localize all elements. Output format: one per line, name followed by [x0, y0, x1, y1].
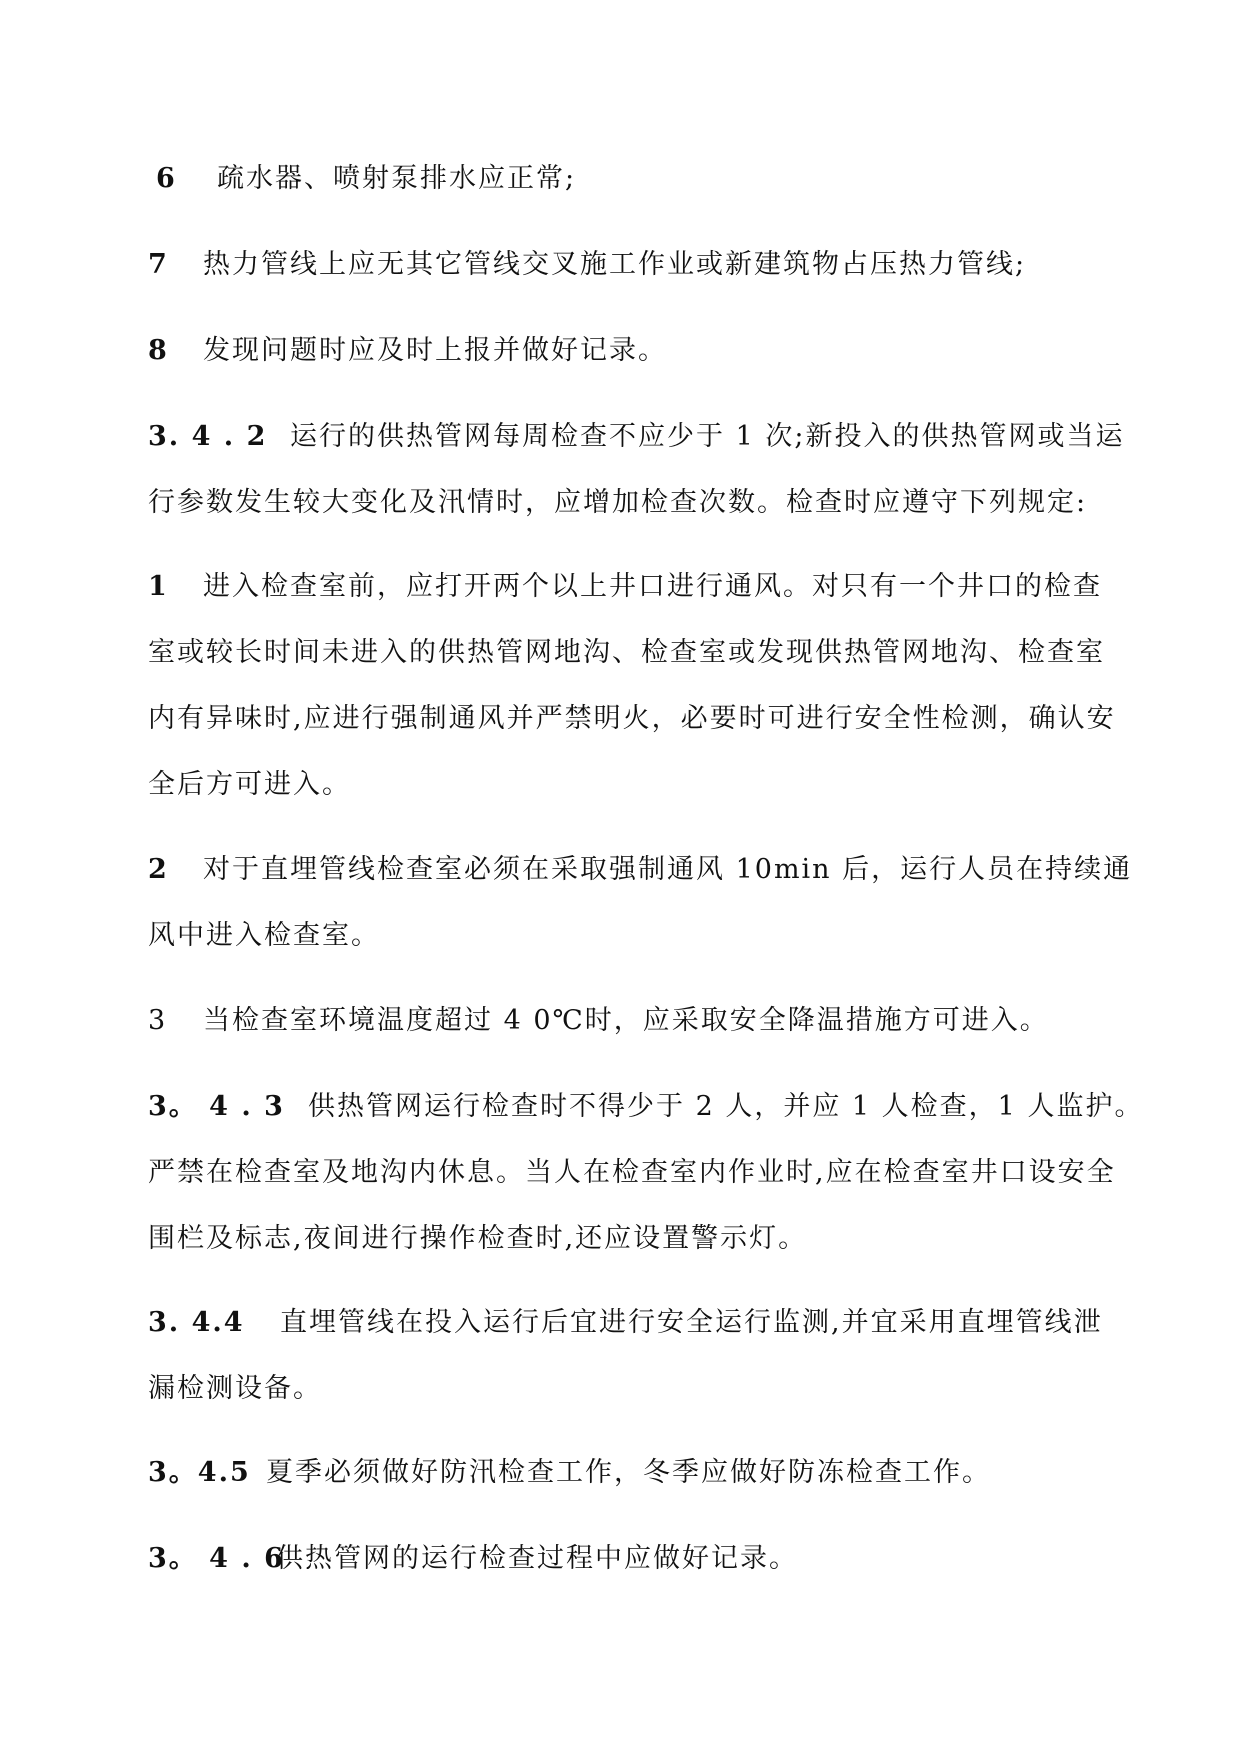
item-number: 7	[148, 249, 169, 280]
section-3-4-5-line-1	[148, 1456, 991, 1490]
section-text: 运行的供热管网每周检查不应少于 1 次;新投入的供热管网或当运	[290, 421, 1125, 452]
sub-item-2-line-2	[148, 919, 380, 953]
item-number: 6	[156, 163, 177, 194]
item-text: 进入检查室前，应打开两个以上井口进行通风。对只有一个井口的检查	[203, 571, 1102, 602]
item-text: 疏水器、喷射泵排水应正常;	[217, 163, 577, 194]
sub-item-1-line-2	[148, 636, 1105, 670]
item-text: 热力管线上应无其它管线交叉施工作业或新建筑物占压热力管线;	[203, 249, 1027, 280]
item-text: 全后方可进入。	[148, 769, 351, 800]
section-3-4-2-line-1	[148, 420, 1124, 454]
section-text: 夏季必须做好防汛检查工作，冬季应做好防冻检查工作。	[266, 1457, 991, 1488]
section-text: 供热管网的运行检查过程中应做好记录。	[276, 1543, 798, 1574]
section-3-4-3-line-3	[148, 1222, 807, 1256]
item-text: 当检查室环境温度超过 4 0℃时，应采取安全降温措施方可进入。	[203, 1005, 1049, 1036]
section-text: 行参数发生较大变化及汛情时，应增加检查次数。检查时应遵守下列规定:	[148, 487, 1088, 518]
list-item-7	[148, 248, 1026, 282]
sub-item-1-line-4	[148, 768, 351, 802]
sub-item-2-line-1	[148, 853, 1132, 887]
section-number: 3。 4 . 6	[148, 1543, 285, 1574]
section-number: 3. 4 . 2	[148, 421, 268, 452]
list-item-6	[148, 162, 576, 196]
item-number: 3	[148, 1005, 168, 1036]
sub-item-1-line-1	[148, 570, 1102, 604]
section-number: 3。 4 . 3	[148, 1091, 285, 1122]
section-3-4-3-line-2	[148, 1156, 1116, 1190]
item-text: 室或较长时间未进入的供热管网地沟、检查室或发现供热管网地沟、检查室	[148, 637, 1105, 668]
section-number: 3。4.5	[148, 1457, 251, 1488]
section-3-4-4-line-1	[148, 1306, 1103, 1340]
item-text: 对于直埋管线检查室必须在采取强制通风 10min 后，运行人员在持续通	[203, 854, 1133, 885]
section-3-4-6-line-1	[148, 1542, 798, 1576]
item-text: 内有异味时,应进行强制通风并严禁明火，必要时可进行安全性检测，确认安	[148, 703, 1116, 734]
section-text: 严禁在检查室及地沟内休息。当人在检查室内作业时,应在检查室井口设安全	[148, 1157, 1116, 1188]
item-number: 8	[148, 335, 169, 366]
item-text: 发现问题时应及时上报并做好记录。	[203, 335, 667, 366]
section-3-4-2-line-2	[148, 486, 1087, 520]
section-text: 漏检测设备。	[148, 1373, 322, 1404]
item-number: 1	[148, 571, 169, 602]
item-text: 风中进入检查室。	[148, 920, 380, 951]
sub-item-1-line-3	[148, 702, 1116, 736]
item-number: 2	[148, 854, 169, 885]
section-text: 供热管网运行检查时不得少于 2 人，并应 1 人检查，1 人监护。	[308, 1091, 1144, 1122]
sub-item-3-line-1	[148, 1004, 1049, 1038]
section-number: 3. 4.4	[148, 1307, 245, 1338]
section-text: 直埋管线在投入运行后宜进行安全运行监测,并宜采用直埋管线泄	[280, 1307, 1103, 1338]
section-3-4-3-line-1	[148, 1090, 1143, 1124]
list-item-8	[148, 334, 667, 368]
section-3-4-4-line-2	[148, 1372, 322, 1406]
section-text: 围栏及标志,夜间进行操作检查时,还应设置警示灯。	[148, 1223, 808, 1254]
